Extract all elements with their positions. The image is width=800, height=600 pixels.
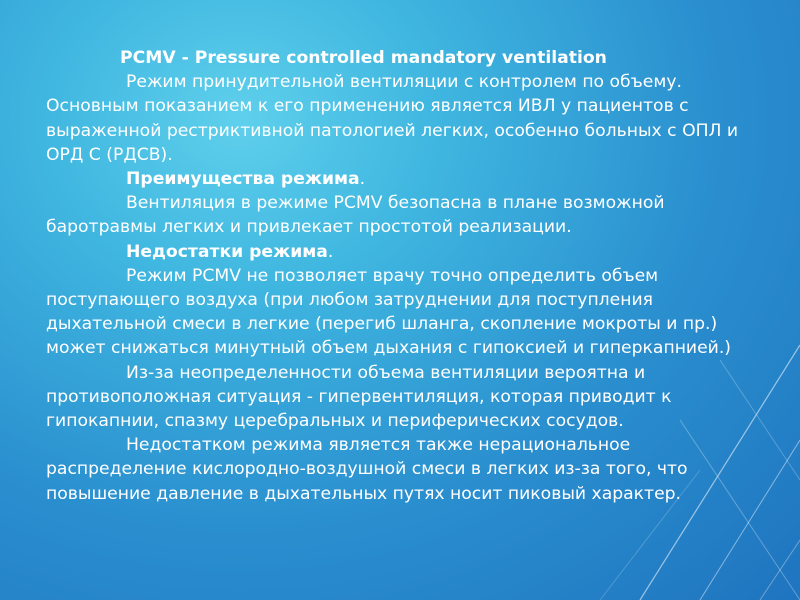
- drawbacks-heading-text: Недостатки режима: [126, 241, 328, 262]
- advantages-paragraph: Вентиляция в режиме PCMV безопасна в плане возможной баротравмы легких и привлекает простотой реализации.: [46, 193, 665, 238]
- drawbacks-paragraph-1: Режим PCMV не позволяет врачу точно определить объем поступающего воздуха (при любом затруднении для поступления дыхательной смеси в легкие (перегиб шланга, скопление мокроты и пр.) может снижаться минутный объем дыхания с гипоксией и гиперкапнией.): [46, 265, 732, 359]
- advantages-heading-punct: .: [359, 169, 366, 190]
- drawbacks-heading: [46, 240, 758, 264]
- drawbacks-paragraph-3: Недостатком режима является также нерациональное распределение кислородно-воздушной смеси в легких из-за того, что повышение давление в дыхательных путях носит пиковый характер.: [46, 435, 688, 504]
- slide-title: PCMV - Pressure controlled mandatory ventilation: [120, 48, 607, 68]
- advantages-heading-text: Преимущества режима: [126, 169, 360, 190]
- advantages-heading: [46, 167, 758, 191]
- slide-text: [46, 46, 758, 506]
- intro-paragraph: Режим принудительной вентиляции с контролем по объему. Основным показанием к его применению является ИВЛ у пациентов с выраженной рестриктивной патологией легких, особенно больных с ОПЛ и ОРД С (РДСВ).: [46, 72, 739, 165]
- drawbacks-heading-punct: .: [327, 241, 334, 262]
- drawbacks-paragraph-2: Из-за неопределенности объема вентиляции вероятна и противоположная ситуация - гипервентиляция, которая приводит к гипокапнии, спазму церебральных и периферических сосудов.: [46, 362, 672, 432]
